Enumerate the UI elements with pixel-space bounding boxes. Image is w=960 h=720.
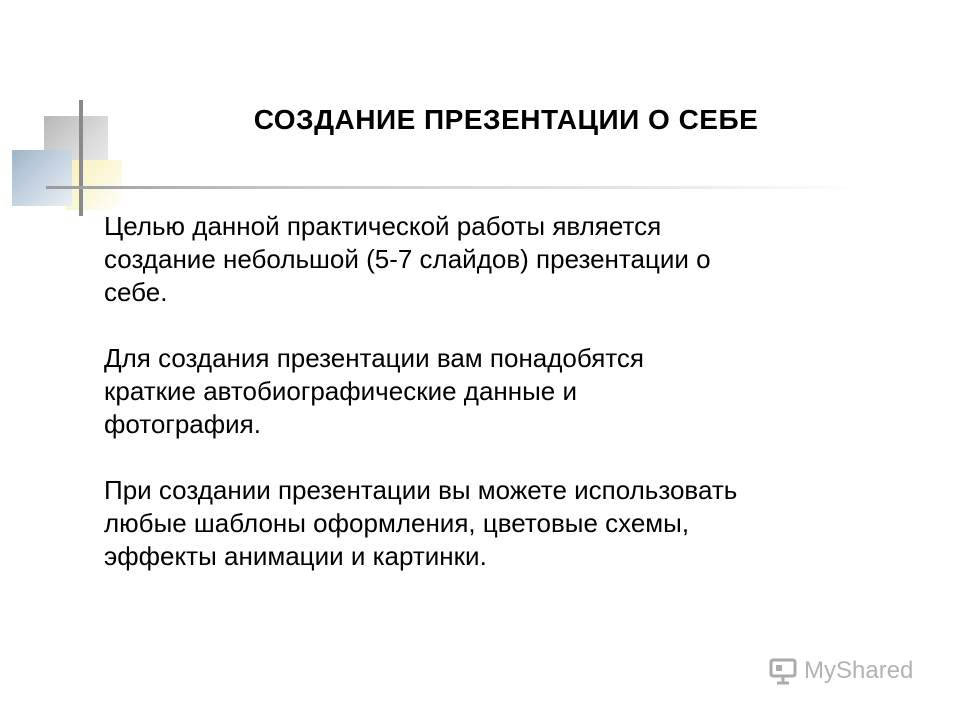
watermark-logo xyxy=(768,656,913,686)
paragraph-requirements xyxy=(104,342,904,441)
paragraph-options xyxy=(104,474,904,573)
text-line: краткие автобиографические данные и xyxy=(104,376,578,406)
paragraph-goal xyxy=(104,210,904,309)
text-line: создание небольшой (5-7 слайдов) презентации о xyxy=(104,244,711,274)
text-line: эффекты анимации и картинки. xyxy=(104,541,487,571)
decor-yellow-square xyxy=(66,160,122,210)
text-line: любые шаблоны оформления, цветовые схемы, xyxy=(104,508,690,538)
decor-horizontal-rule xyxy=(46,186,866,189)
text-line: При создании презентации вы можете использовать xyxy=(104,475,738,505)
presentation-board-icon xyxy=(768,656,798,686)
watermark-text: MyShared xyxy=(804,657,914,684)
decor-blue-square xyxy=(12,150,72,206)
slide-title: СОЗДАНИЕ ПРЕЗЕНТАЦИИ О СЕБЕ xyxy=(253,104,759,135)
slide-body xyxy=(104,210,904,606)
text-line: Целью данной практической работы является xyxy=(104,211,662,241)
text-line: себе. xyxy=(104,277,168,307)
text-line: фотография. xyxy=(104,409,261,439)
text-line: Для создания презентации вам понадобятся xyxy=(104,343,644,373)
